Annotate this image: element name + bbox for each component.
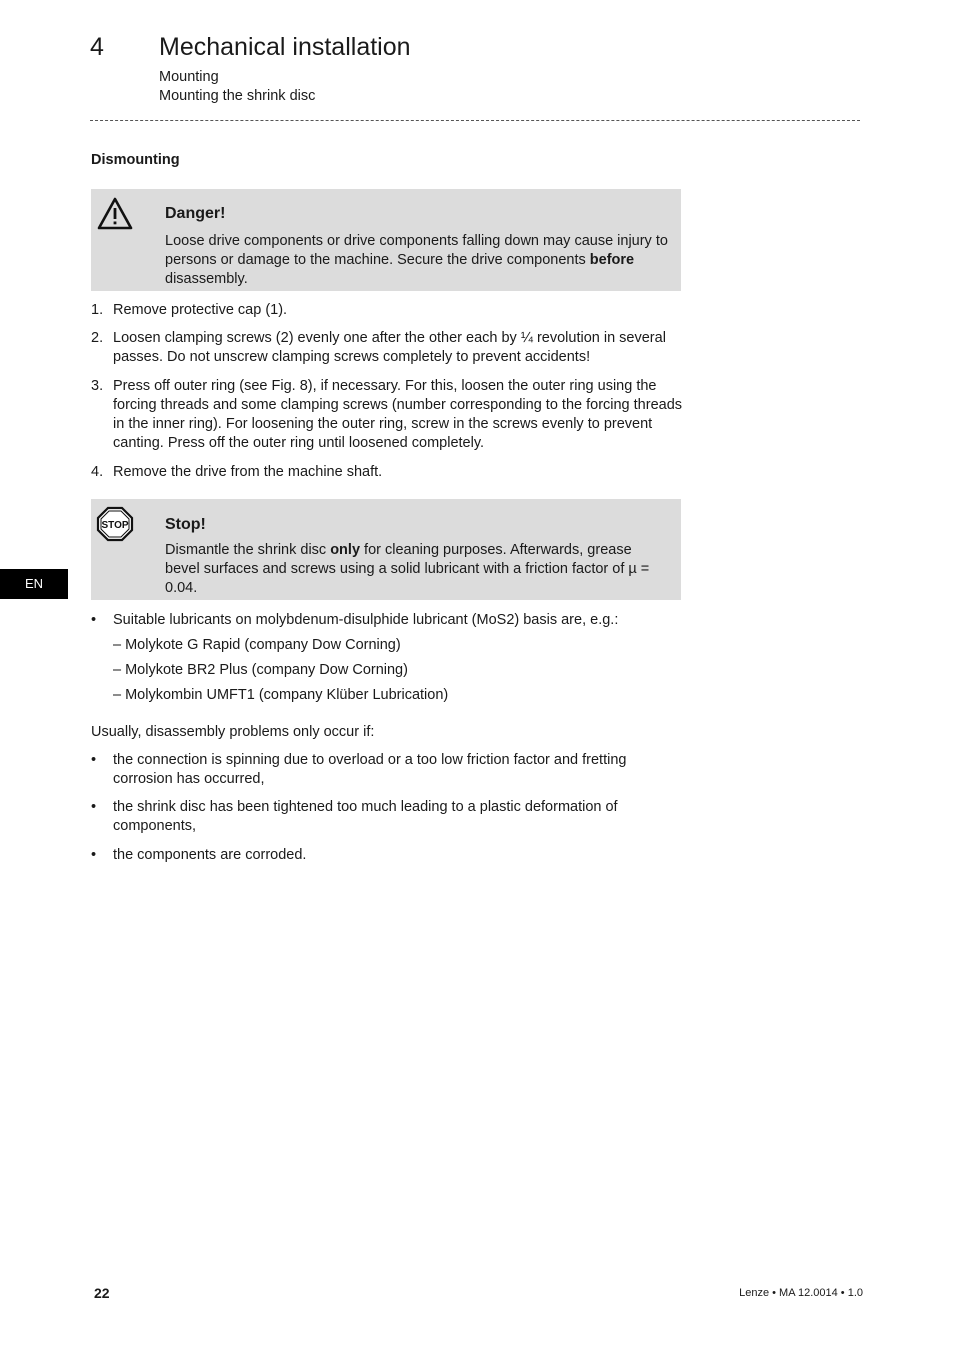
stop-notice bbox=[91, 499, 681, 600]
step-text: Remove the drive from the machine shaft. bbox=[113, 464, 383, 480]
lubricant-item: – Molykombin UMFT1 (company Klüber Lubrication) bbox=[113, 687, 449, 703]
stop-title: Stop! bbox=[165, 516, 206, 533]
svg-text:STOP: STOP bbox=[101, 520, 129, 531]
chapter-title: Mechanical installation bbox=[159, 33, 411, 61]
warning-triangle-icon bbox=[96, 196, 134, 232]
language-tab: EN bbox=[0, 569, 68, 599]
bullet: • bbox=[91, 752, 97, 768]
step-text: Loosen clamping screws (2) evenly one after the other each by ¼ revolution in several passes. Do not unscrew clamping screws completely to prevent accidents! bbox=[113, 330, 666, 365]
breadcrumb-shrink-disc: Mounting the shrink disc bbox=[159, 88, 316, 104]
danger-body: Loose drive components or drive components falling down may cause injury to persons or damage to the machine. Secure the drive components before disassembly. bbox=[165, 233, 668, 287]
problems-intro: Usually, disassembly problems only occur if: bbox=[91, 724, 375, 740]
step-text: Press off outer ring (see Fig. 8), if necessary. For this, loosen the outer ring using the forcing threads and some clamping screws (number corresponding to the forcing threads in the inner ring). For loosening the outer ring, screw in the screws evenly to prevent canting. Press off the outer ring until loosened completely. bbox=[113, 378, 683, 451]
breadcrumb-mounting: Mounting bbox=[159, 69, 219, 85]
page-number: 22 bbox=[94, 1285, 110, 1301]
step-number: 3. bbox=[91, 378, 104, 394]
lubricants-intro: Suitable lubricants on molybdenum-disulphide lubricant (MoS2) basis are, e.g.: bbox=[113, 612, 619, 628]
step-number: 1. bbox=[91, 302, 104, 318]
header-divider bbox=[90, 120, 860, 121]
step-number: 2. bbox=[91, 330, 104, 346]
lubricant-item: – Molykote BR2 Plus (company Dow Corning) bbox=[113, 662, 408, 678]
step-number: 4. bbox=[91, 464, 104, 480]
problem-item: the components are corroded. bbox=[113, 847, 307, 863]
bullet: • bbox=[91, 847, 97, 863]
bullet: • bbox=[91, 612, 97, 628]
document-reference: Lenze • MA 12.0014 • 1.0 bbox=[739, 1287, 863, 1299]
section-title: Dismounting bbox=[91, 152, 180, 168]
problem-item: the shrink disc has been tightened too much leading to a plastic deformation of components, bbox=[113, 799, 618, 834]
chapter-number: 4 bbox=[90, 33, 104, 61]
stop-body: Dismantle the shrink disc only for cleaning purposes. Afterwards, grease bevel surfaces and screws using a solid lubricant with a friction factor of µ = 0.04. bbox=[165, 542, 650, 596]
danger-title: Danger! bbox=[165, 205, 226, 222]
problem-item: the connection is spinning due to overload or a too low friction factor and fretting corrosion has occurred, bbox=[113, 752, 627, 787]
stop-sign-icon bbox=[96, 506, 134, 542]
danger-notice bbox=[91, 189, 681, 291]
lubricant-item: – Molykote G Rapid (company Dow Corning) bbox=[113, 637, 401, 653]
bullet: • bbox=[91, 799, 97, 815]
step-text: Remove protective cap (1). bbox=[113, 302, 288, 318]
